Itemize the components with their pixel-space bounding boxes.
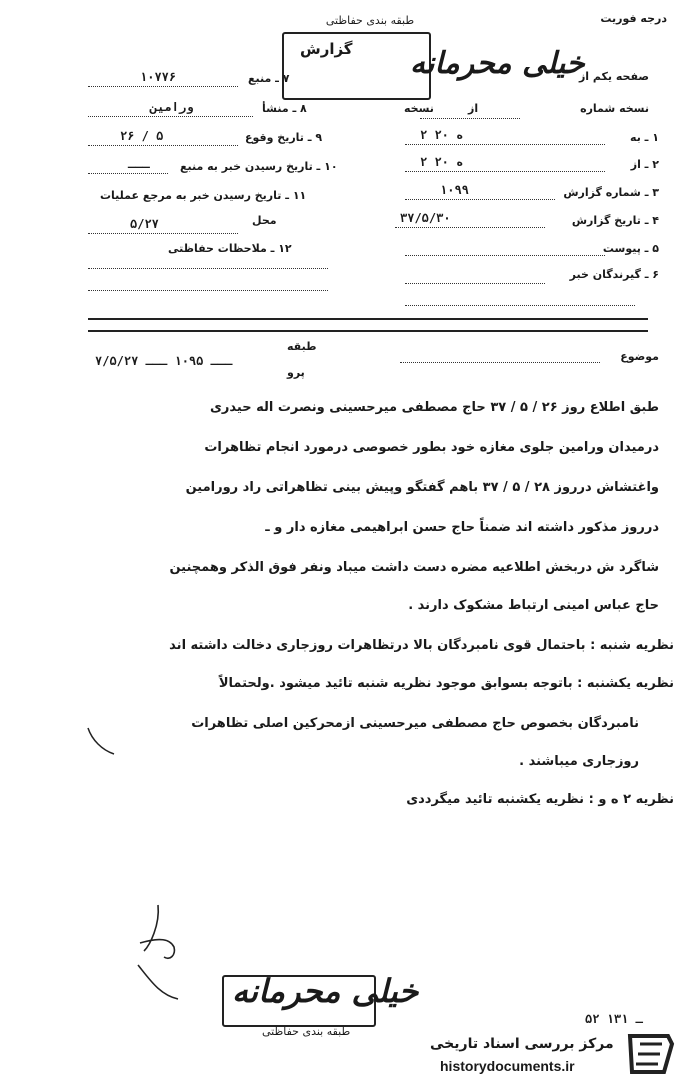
field-attachment-label: ۵ ـ پیوست [602, 242, 659, 255]
body-line: حاج عباس امینی ارتباط مشکوک دارند . [408, 598, 659, 613]
field-recipient-label: ۱ ـ به [630, 131, 659, 144]
field-source-value: ۱۰۷۷۶ [140, 70, 177, 84]
copy-of-label: از [468, 102, 479, 115]
body-line: درروز مذکور داشته اند ضمناً حاج حسن ابراهیمی مغازه دار و ـ [265, 520, 659, 535]
priority-label: درجه فوریت [600, 12, 667, 25]
classification-bottom: طبقه بندی حفاظتی [262, 1025, 351, 1038]
opinion-line: روزجاری میباشند . [519, 754, 639, 769]
final-opinion-line: نظریه ۲ ه و : نظریه یکشنبه تائید میگرددی [406, 792, 674, 807]
separator-line [88, 318, 648, 320]
field-origin-value: ورامین [150, 100, 194, 114]
field-recipient-value: ۲ ه ۲۰ [420, 128, 464, 142]
field-location-value: ۵/۲۷ [130, 217, 159, 231]
field-recipients-label: ۶ ـ گیرندگان خبر [569, 268, 659, 281]
copy-suffix-label: نسخه [404, 102, 434, 115]
top-handwritten-stamp: خیلی محرمانه [410, 46, 585, 81]
field-occurrence-date-value: ۲۶ / ۵ [120, 129, 164, 143]
brand-logo-icon [624, 1030, 676, 1078]
body-line: طبق اطلاع روز ۲۶ / ۵ / ۳۷ حاج مصطفی میرحسینی ونصرت اله حیدری [209, 400, 659, 415]
field-report-number-value: ۱۰۹۹ [440, 183, 469, 197]
field-sender-value: ۲ ه ۲۰ [420, 155, 464, 169]
field-security-notes-label: ۱۲ ـ ملاحظات حفاظتی [168, 242, 292, 255]
body-line: درمیدان ورامین جلوی مغازه خود بطور خصوصی درمورد انجام تظاهرات [204, 440, 659, 455]
body-line: شاگرد ش دربخش اطلاعیه مضره دست داشت میباد ونفر فوق الذکر وهمچنین [169, 560, 659, 575]
handwritten-mark [80, 720, 120, 760]
report-title: گزارش [300, 40, 353, 58]
field-news-to-operations-label: ۱۱ ـ تاریخ رسیدن خبر به مرجع عملیات [100, 189, 307, 202]
classification-top: طبقه بندی حفاظتی [325, 14, 415, 27]
file-label-2: پرو [287, 366, 305, 379]
opinion-line: نظریه شنبه : باحتمال قوی نامبردگان بالا درتظاهرات روزجاری دخالت داشته اند [169, 638, 674, 653]
field-report-date-label: ۴ ـ تاریخ گزارش [571, 214, 659, 227]
signature-scribble [130, 895, 230, 1005]
page-label: صفحه یکم از [578, 70, 649, 83]
copy-number-label: نسخه شماره [580, 102, 649, 115]
opinion-line: نظریه یکشنبه : باتوجه بسوابق موجود نظریه شنبه تائید میشود .ولحتمالاً [218, 676, 674, 691]
subject-label: موضوع [620, 350, 659, 363]
field-news-to-source-label: ۱۰ ـ تاریخ رسیدن خبر به منبع [180, 160, 338, 173]
field-report-number-label: ۳ ـ شماره گزارش [563, 186, 659, 199]
field-report-date-value: ۳۷/۵/۳۰ [400, 211, 451, 225]
brand-name: مرکز بررسی اسناد تاریخی [430, 1036, 614, 1052]
opinion-line: نامبردگان بخصوص حاج مصطفی میرحسینی ازمحرکین اصلی تظاهرات [191, 716, 639, 731]
bottom-handwritten-stamp: خیلی محرمانه [232, 972, 419, 1010]
field-source-label: ۷ ـ منبع [248, 72, 290, 85]
file-label-1: طبقه [287, 340, 317, 353]
field-news-to-source-value: ـــ [128, 157, 150, 171]
separator-line [88, 330, 648, 332]
page-code: ۵۲ ـ ۱۳۱ [585, 1012, 643, 1026]
brand-url: historydocuments.ir [440, 1058, 575, 1074]
field-location-label: محل [252, 214, 277, 227]
body-line: واغتشاش درروز ۲۸ / ۵ / ۳۷ باهم گفتگو وپیش بینی تظاهراتی راد رورامین [185, 480, 659, 495]
subject-file-number: ۷/۵/۲۷ ـــ ۱۰۹۵ ـــ [95, 354, 233, 368]
field-occurrence-date-label: ۹ ـ تاریخ وقوع [245, 131, 323, 144]
field-sender-label: ۲ ـ از [630, 158, 659, 171]
field-origin-label: ۸ ـ منشأ [262, 102, 307, 115]
